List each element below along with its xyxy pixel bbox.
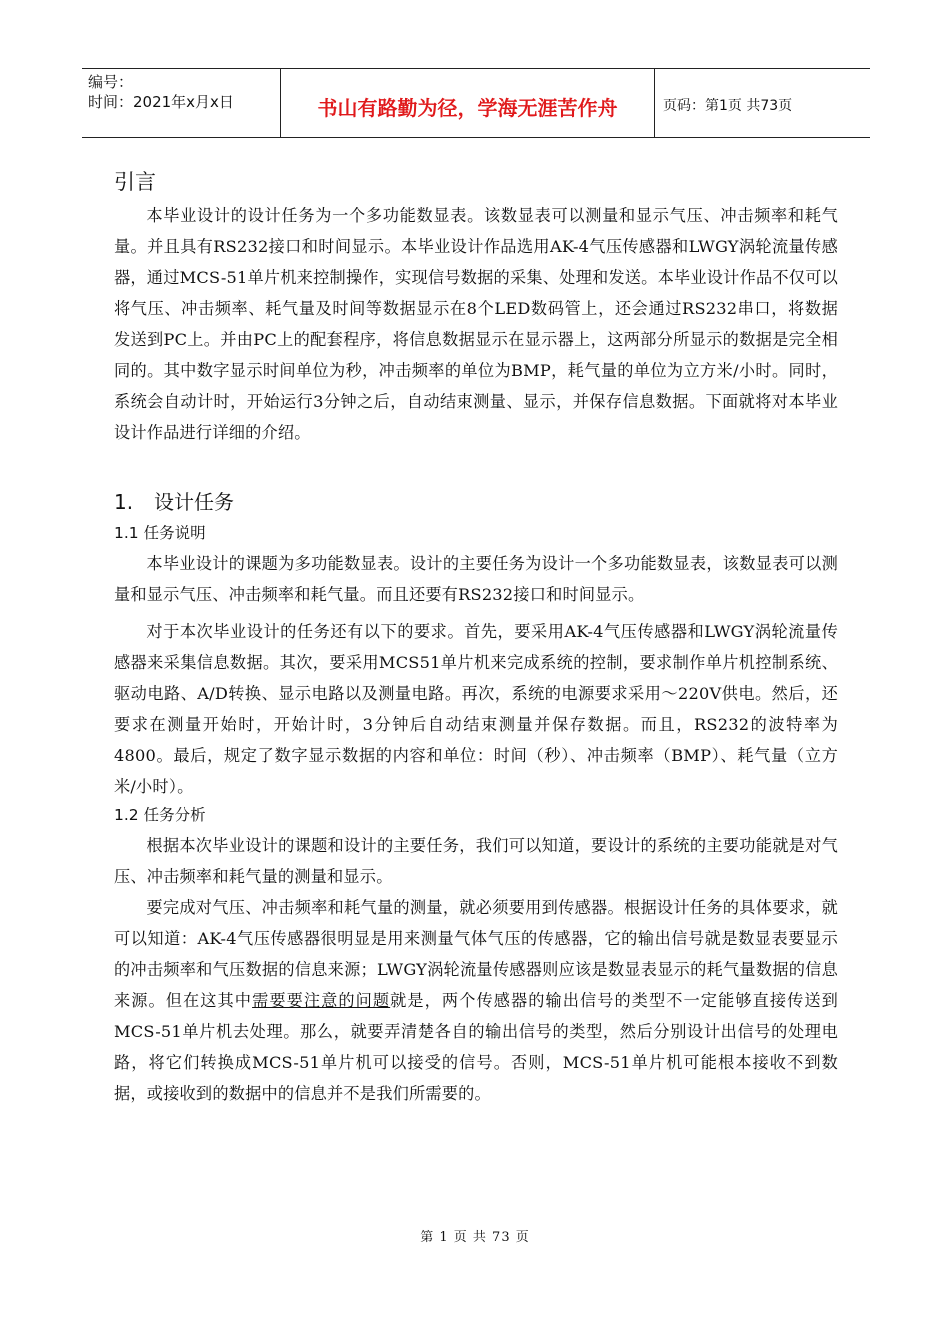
section-1-2-heading: 1.2 任务分析 xyxy=(114,806,206,824)
page-header xyxy=(82,68,870,138)
intro-paragraph: 本毕业设计的设计任务为一个多功能数显表。该数显表可以测量和显示气压、冲击频率和耗气量。并且具有RS232接口和时间显示。本毕业设计作品选用AK-4气压传感器和LWGY涡轮流量传感器，通过MCS-51单片机来控制操作，实现信号数据的采集、处理和发送。本毕业设计作品不仅可以将气压、冲击频率、耗气量及时间等数据显示在8个LED数码管上，还会通过RS232串口，将数据发送到PC上。并由PC上的配套程序，将信息数据显示在显示器上，这两部分所显示的数据是完全相同的。其中数字显示时间单位为秒，冲击频率的单位为BMP，耗气量的单位为立方米/小时。同时，系统会自动计时，开始运行3分钟之后，自动结束测量、显示，并保存信息数据。下面就将对本毕业设计作品进行详细的介绍。 xyxy=(114,206,838,442)
para-text-before: 要完成对气压、冲击频率和耗气量的测量，就必须要用到传感器。根据设计任务的具体要求，就可以知道：AK-4气压传感器很明显是用来测量气体气压的传感器，它的输出信号就是数显表要显示的冲击频率和气压数据的信息来源；LWGY涡轮流量传感器则应该是数显表显示的耗气量数据的信息来源。但在这其中 xyxy=(114,898,838,1010)
para-text-after: 就是，两个传感器的输出信号的类型不一定能够直接传送到MCS-51单片机去处理。那么，就要弄清楚各自的输出信号的类型，然后分别设计出信号的处理电路，将它们转换成MCS-51单片机可以接受的信号。否则，MCS-51单片机可能根本接收不到数据，或接收到的数据中的信息并不是我们所需要的。 xyxy=(114,991,838,1103)
section-1-1-paragraph-2: 对于本次毕业设计的任务还有以下的要求。首先，要采用AK-4气压传感器和LWGY涡轮流量传感器来采集信息数据。其次，要采用MCS51单片机来完成系统的控制，要求制作单片机控制系统、驱动电路、A/D转换、显示电路以及测量电路。再次，系统的电源要求采用～220V供电。然后，还要求在测量开始时，开始计时，3分钟后自动结束测量并保存数据。而且，RS232的波特率为4800。最后，规定了数字显示数据的内容和单位：时间（秒）、冲击频率（BMP）、耗气量（立方米/小时）。 xyxy=(114,622,838,796)
number-label: 编号： xyxy=(88,73,134,91)
section-1-title: 设计任务 xyxy=(154,490,234,514)
section-1-1-heading: 1.1 任务说明 xyxy=(114,524,206,542)
section-1-heading xyxy=(114,488,838,516)
section-1-1-paragraph-1: 本毕业设计的课题为多功能数显表。设计的主要任务为设计一个多功能数显表，该数显表可以测量和显示气压、冲击频率和耗气量。而且还要有RS232接口和时间显示。 xyxy=(114,554,838,604)
time-label: 时间：2021年x月x日 xyxy=(88,93,234,111)
underlined-phrase: 需要要注意的问题 xyxy=(252,991,391,1010)
intro-heading: 引言 xyxy=(114,170,156,194)
page-footer: 第 1 页 共 73 页 xyxy=(420,1230,530,1245)
document-body xyxy=(114,168,838,1109)
section-1-2-paragraph-1: 根据本次毕业设计的课题和设计的主要任务，我们可以知道，要设计的系统的主要功能就是对气压、冲击频率和耗气量的测量和显示。 xyxy=(114,836,838,886)
section-1-number: 1. xyxy=(114,490,134,514)
header-meta xyxy=(82,69,281,137)
header-page-info: 页码：第1页 共73页 xyxy=(663,98,793,114)
header-motto: 书山有路勤为径，学海无涯苦作舟 xyxy=(281,69,655,137)
section-1-2-paragraph-2 xyxy=(114,892,838,1109)
